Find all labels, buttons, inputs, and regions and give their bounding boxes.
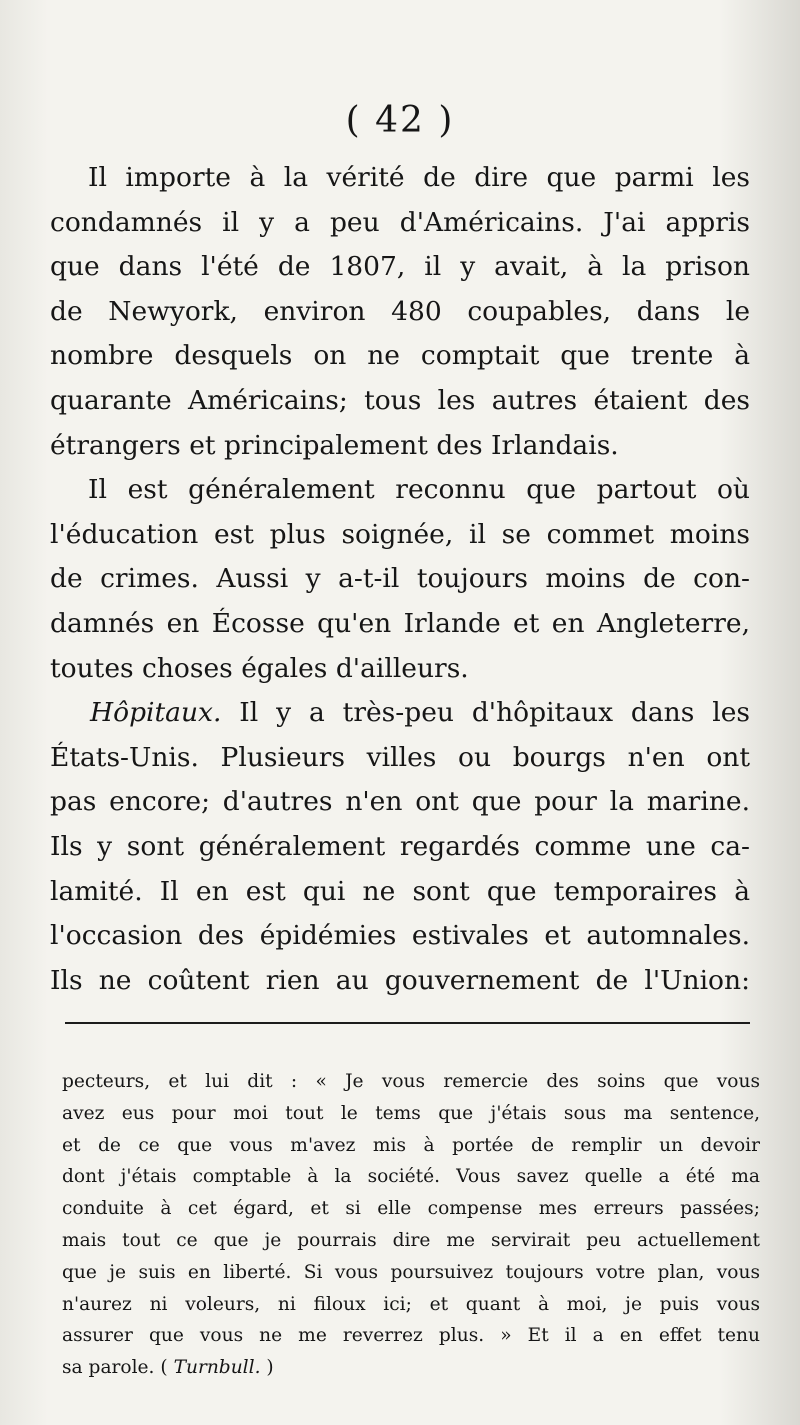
text-line: de crimes. Aussi y a-t-il toujours moins de con- xyxy=(50,563,750,595)
text-line: damnés en Écosse qu'en Irlande et en Angleterre, xyxy=(50,607,750,639)
page-number: ( 42 ) xyxy=(345,100,455,141)
footnote-last-line xyxy=(62,1352,760,1384)
section-title: Hôpitaux. xyxy=(90,697,222,729)
footnote-line: et de ce que vous m'avez mis à portée de remplir un devoir xyxy=(62,1134,760,1156)
footnote-line: mais tout ce que je pourrais dire me servirait peu actuellement xyxy=(62,1229,760,1251)
text-line: l'éducation est plus soignée, il se commet moins xyxy=(50,518,750,550)
text-line: Il importe à la vérité de dire que parmi les xyxy=(88,162,750,193)
text-line: Ils y sont généralement regardés comme une ca- xyxy=(50,830,750,862)
text-line: États-Unis. Plusieurs villes ou bourgs n'en ont xyxy=(50,741,750,773)
text-line: Il y a très-peu d'hôpitaux dans les xyxy=(239,697,750,729)
footnote-line: que je suis en liberté. Si vous poursuivez toujours votre plan, vous xyxy=(62,1261,760,1283)
footnote-line: dont j'étais comptable à la société. Vous savez quelle a été ma xyxy=(62,1166,760,1188)
text-line: Il est généralement reconnu que partout où xyxy=(88,474,750,506)
text-line-with-heading xyxy=(50,691,750,736)
footnote-line: assurer que vous ne me reverrez plus. » Et il a en effet tenu xyxy=(62,1325,760,1347)
footnote-line: sa parole. ( xyxy=(62,1357,168,1379)
text-line: Ils ne coûtent rien au gouvernement de l'Union: xyxy=(50,964,750,996)
text-line: de Newyork, environ 480 coupables, dans le xyxy=(50,295,750,327)
text-line: l'occasion des épidémies estivales et automnales. xyxy=(50,920,750,952)
text-line: lamité. Il en est qui ne sont que temporaires à xyxy=(50,875,750,907)
footnote xyxy=(62,1066,760,1384)
main-text xyxy=(50,156,750,1003)
text-line: étrangers et principalement des Irlandais. xyxy=(50,429,619,461)
footnote-line: pecteurs, et lui dit : « Je vous remercie des soins que vous xyxy=(62,1071,760,1092)
text-line: quarante Américains; tous les autres étaient des xyxy=(50,384,750,416)
text-line: nombre desquels on ne comptait que trente à xyxy=(50,340,750,372)
text-line: que dans l'été de 1807, il y avait, à la prison xyxy=(50,251,750,283)
footnote-line: avez eus pour moi tout le tems que j'étais sous ma sentence, xyxy=(62,1102,760,1124)
footnote-divider xyxy=(65,1022,750,1024)
footnote-line: n'aurez ni voleurs, ni filoux ici; et quant à moi, je puis vous xyxy=(62,1293,760,1315)
footnote-line: conduite à cet égard, et si elle compense mes erreurs passées; xyxy=(62,1198,760,1220)
text-line: pas encore; d'autres n'en ont que pour la marine. xyxy=(50,786,750,818)
text-line: condamnés il y a peu d'Américains. J'ai appris xyxy=(50,206,750,238)
footnote-closing: ) xyxy=(260,1357,274,1379)
footnote-source: Turnbull. xyxy=(173,1357,261,1379)
text-line: toutes choses égales d'ailleurs. xyxy=(50,652,469,684)
